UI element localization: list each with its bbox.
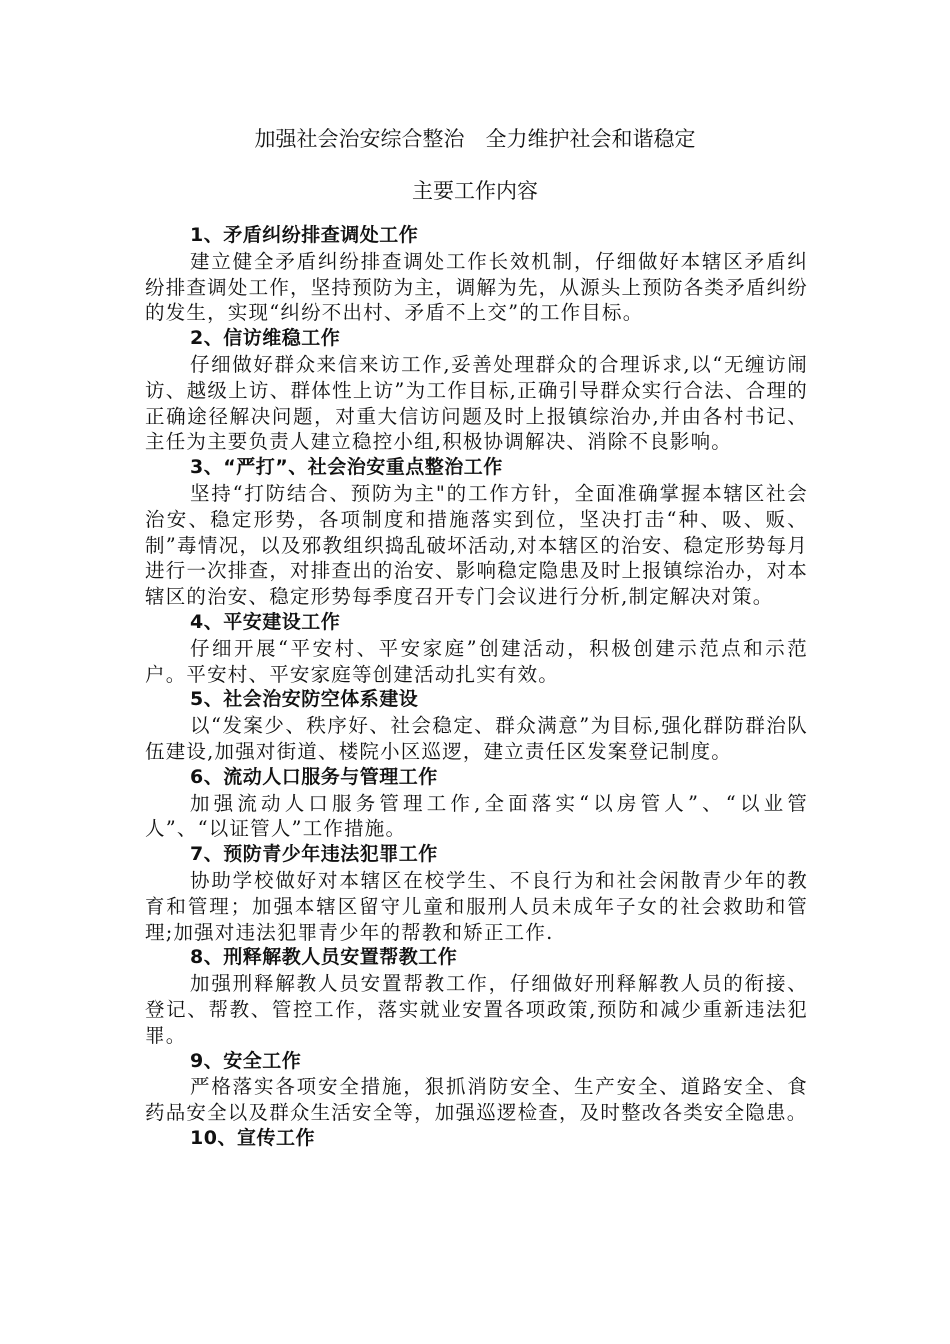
section-1 (145, 223, 808, 326)
section-heading: 7、预防青少年违法犯罪工作 (190, 843, 438, 866)
section-10 (145, 1126, 808, 1152)
section-paragraph: 协助学校做好对本辖区在校学生、不良行为和社会闲散青少年的教育和管理；加强本辖区留守儿童和服刑人员未成年子女的社会救助和管理;加强对违法犯罪青少年的帮教和矫正工作. (145, 868, 808, 944)
section-7 (145, 842, 808, 945)
section-paragraph: 建立健全矛盾纠纷排查调处工作长效机制，仔细做好本辖区矛盾纠纷排查调处工作，坚持预防为主，调解为先，从源头上预防各类矛盾纠纷的发生，实现“纠纷不出村、矛盾不上交”的工作目标。 (145, 249, 808, 325)
section-heading: 3、“严打”、社会治安重点整治工作 (190, 456, 503, 479)
section-2 (145, 326, 808, 455)
section-paragraph: 严格落实各项安全措施，狠抓消防安全、生产安全、道路安全、食药品安全以及群众生活安全等，加强巡逻检查，及时整改各类安全隐患。 (145, 1075, 808, 1125)
section-paragraph: 加强刑释解教人员安置帮教工作，仔细做好刑释解教人员的衔接、登记、帮教、管控工作，落实就业安置各项政策,预防和减少重新违法犯罪。 (145, 972, 808, 1047)
section-heading: 6、流动人口服务与管理工作 (190, 765, 438, 788)
document-title: 加强社会治安综合整治 全力维护社会和谐稳定 (254, 127, 696, 151)
section-4 (145, 610, 808, 687)
section-heading: 2、信访维稳工作 (190, 327, 341, 350)
section-paragraph: 仔细开展“平安村、平安家庭”创建活动，积极创建示范点和示范户。平安村、平安家庭等创建活动扎实有效。 (145, 636, 808, 686)
document-subtitle: 主要工作内容 (412, 179, 538, 203)
section-paragraph: 仔细做好群众来信来访工作,妥善处理群众的合理诉求,以“无缠访闹访、越级上访、群体性上访”为工作目标,正确引导群众实行合法、合理的正确途径解决问题，对重大信访问题及时上报镇综治办,并由各村书记、主任为主要负责人建立稳控小组,积极协调解决、消除不良影响。 (145, 352, 808, 454)
section-heading: 5、社会治安防空体系建设 (190, 688, 419, 711)
section-heading: 9、安全工作 (190, 1049, 302, 1072)
section-heading: 4、平安建设工作 (190, 610, 341, 633)
section-5 (145, 687, 808, 764)
section-6 (145, 765, 808, 842)
section-paragraph: 加强流动人口服务管理工作,全面落实“以房管人”、“以业管人”、“以证管人”工作措施。 (145, 791, 808, 841)
section-paragraph: 坚持“打防结合、预防为主"的工作方针，全面准确掌握本辖区社会治安、稳定形势，各项制度和措施落实到位，坚决打击“种、吸、贩、制”毒情况，以及邪教组织捣乱破坏活动,对本辖区的治安、稳定形势每月进行一次排查，对排查出的治安、影响稳定隐患及时上报镇综治办，对本辖区的治安、稳定形势每季度召开专门会议进行分析,制定解决对策。 (145, 481, 808, 609)
section-heading: 1、矛盾纠纷排查调处工作 (190, 224, 419, 246)
section-8 (145, 945, 808, 1048)
section-3 (145, 455, 808, 610)
section-heading: 8、刑释解教人员安置帮教工作 (190, 946, 458, 969)
section-heading: 10、宣传工作 (190, 1126, 315, 1149)
section-9 (145, 1049, 808, 1126)
section-paragraph: 以“发案少、秩序好、社会稳定、群众满意”为目标,强化群防群治队伍建设,加强对街道、楼院小区巡逻，建立责任区发案登记制度。 (145, 714, 808, 763)
document-body (145, 223, 808, 1152)
